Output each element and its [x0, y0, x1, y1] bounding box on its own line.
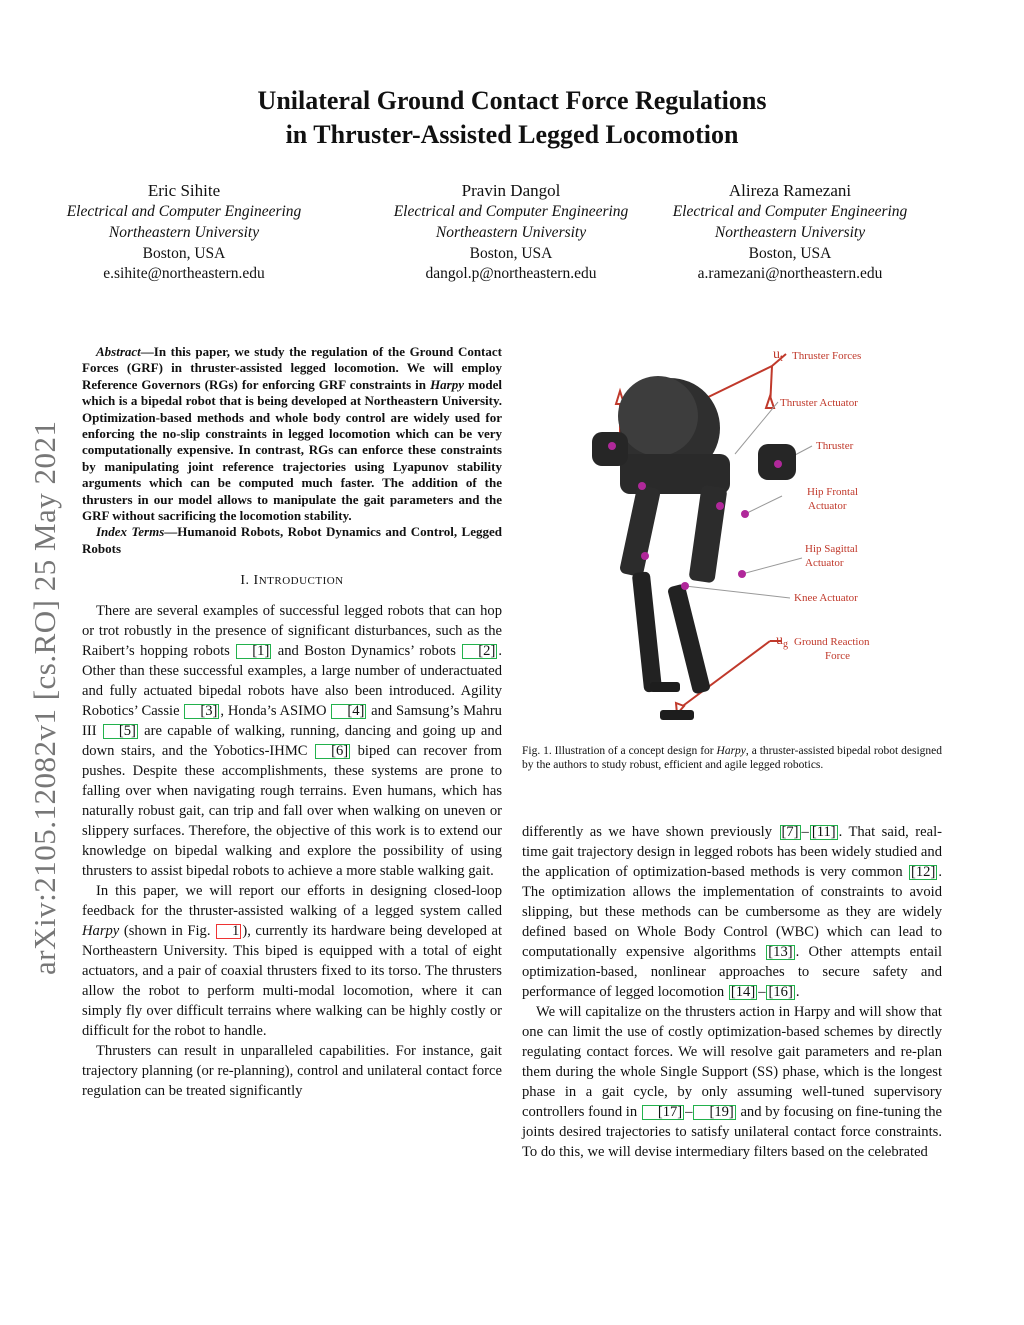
author-name: Eric Sihite: [147, 181, 221, 200]
citation-link[interactable]: [2]: [462, 644, 497, 659]
left-shin: [632, 571, 662, 692]
figure-labels: [773, 347, 870, 662]
citation-link[interactable]: [13]: [768, 944, 793, 960]
citation-link[interactable]: [6]: [315, 744, 350, 759]
citation-link[interactable]: [14]: [730, 984, 756, 1000]
author-affiliation: Electrical and Computer Engineering: [66, 203, 302, 220]
label-ground-reaction: Ground Reaction: [794, 636, 870, 648]
author-university: Northeastern University: [108, 223, 260, 241]
label-thruster-forces: Thruster Forces: [792, 350, 862, 362]
index-terms-text: —Humanoid Robots, Robot Dynamics and Control, Legged Robots: [82, 524, 502, 556]
arxiv-identifier: arXiv:2105.12082v1 [cs.RO] 25 May 2021: [27, 420, 62, 975]
author-block-1: [34, 180, 334, 285]
right-shin: [667, 583, 711, 694]
abstract: [82, 344, 502, 524]
right-column: [522, 822, 942, 1162]
abstract-harpy: Harpy: [430, 376, 465, 392]
citation-link[interactable]: [19]: [693, 1105, 735, 1120]
author-location: Boston, USA: [748, 244, 832, 262]
robot-body: [592, 376, 796, 720]
label-hip-frontal: Hip Frontal: [807, 486, 859, 498]
title-line-2: in Thruster-Assisted Legged Locomotion: [285, 120, 739, 149]
author-affiliation: Electrical and Computer Engineering: [672, 203, 908, 220]
abstract-text: —In this paper, we study the regulation of the Ground Contact Forces (GRF) in thruster-assisted legged locomotion. We will employ Reference Governors (RGs) for enforcing GRF constraints in: [82, 344, 502, 392]
right-paragraph-1: differently as we have shown previously [7] – [11] . That said, real-time gait trajectory design in legged robots has been widely studied and the application of optimization-based methods is very common [12] . The optimization allows the implementation of constraints to avoid slipping, but these methods can be cumbersome as they are widely defined based on Whole Body Control (WBC) which can lead to computationally expensive algorithms [13] . Other attempts entail optimization-based, nonlinear approaches to secure safety and performance of legged locomotion [14] – [16] .: [522, 824, 943, 1000]
author-name: Alireza Ramezani: [728, 181, 852, 200]
ut-symbol: $u_t$: [773, 347, 783, 364]
intro-paragraph-2: In this paper, we will report our efforts in designing closed-loop feedback for the thruster-assisted walking of a legged system called Harpy (shown in Fig. 1 ), currently its hardware being developed at Northeastern University. This biped is equipped with a total of eight actuators, and a pair of coaxial thrusters fixed to its torso. The thrusters allow the robot to perform multi-modal locomotion, where it can simply fly over difficult terrains where walking can be highly costly or difficult for the robot to handle.: [82, 883, 502, 1040]
citation-link[interactable]: [11]: [811, 824, 836, 840]
label-knee-actuator: Knee Actuator: [794, 592, 858, 604]
right-foot: [660, 710, 694, 720]
intro-paragraph-3: Thrusters can result in unparalleled capabilities. For instance, gait trajectory planning (or re-planning), control and unilateral contact force regulation can be treated significantly: [82, 1043, 502, 1100]
label-ground-reaction-2: Force: [825, 650, 851, 662]
citation-link[interactable]: [17]: [642, 1105, 684, 1120]
abstract-text-2: model which is a bipedal robot that is being developed at Northeastern University. Optimization-based methods and whole body control are widely used for enforcing the no-slip constraints in legged locomotion which can be very computationally expensive. In contrast, RGs can enforce these constraints by manipulating joint reference trajectories using Lyapunov stability arguments which can be computed much faster. The addition of the thrusters in our model allows to manipulate the gait parameters and the GRF without sacrificing the locomotion stability.: [82, 376, 502, 524]
section-number: I.: [240, 573, 250, 589]
citation-link[interactable]: [5]: [103, 724, 138, 739]
section-heading-introduction: [82, 571, 502, 591]
author-university: Northeastern University: [435, 223, 587, 241]
author-block-2: [361, 180, 661, 285]
figure-1: [520, 336, 950, 726]
citation-link[interactable]: [3]: [184, 704, 219, 719]
citation-link[interactable]: [7]: [781, 824, 799, 840]
author-location: Boston, USA: [469, 244, 553, 262]
label-thruster-actuator: Thruster Actuator: [780, 397, 858, 409]
author-name: Pravin Dangol: [461, 181, 561, 200]
left-foot: [650, 682, 680, 692]
label-thruster: Thruster: [816, 440, 854, 452]
left-column: [82, 344, 502, 1101]
author-affiliation: Electrical and Computer Engineering: [393, 203, 629, 220]
label-hip-frontal-2: Actuator: [808, 500, 847, 512]
right-arrow-head: [766, 396, 774, 408]
paper-title: [0, 84, 1024, 152]
figure-1-caption: Fig. 1. Illustration of a concept design for Harpy, a thruster-assisted bipedal robot designed by the authors to study robust, efficient and agile legged robotics.: [522, 745, 942, 772]
author-email: dangol.p@northeastern.edu: [425, 265, 597, 283]
right-thigh: [688, 485, 727, 584]
section-title-rest: NTRODUCTION: [258, 575, 344, 588]
right-paragraph-2: We will capitalize on the thrusters action in Harpy and will show that one can limit the use of costly optimization-based schemes by directly regulating contact forces. We will resolve gait parameters and re-plan them during the whole Single Support (SS) phase, which is the longest phase in a gait cycle, by only assuming well-tuned supervisory controllers found in [17] – [19] and by focusing on fine-tuning the joints desired trajectories to satisfy unilateral contact force constraints. To do this, we will devise intermediary filters based on the celebrated: [522, 1004, 942, 1160]
author-block-3: [640, 180, 940, 285]
intro-paragraph-1: There are several examples of successful legged robots that can hop or trot robustly in the presence of significant disturbances, such as the Raibert’s hopping robots [1] and Boston Dynamics’ robots [2] . Other than these successful examples, a large number of underactuated and fully actuated bipedal robots have also been introduced. Agility Robotics’ Cassie [3] , Honda’s ASIMO [4] and Samsung’s Mahru III [5] are capable of walking, running, dancing and going up and down stairs, and the Yobotics-IHMC [6] biped can recover from pushes. Despite these accomplishments, these systems are prone to falling over when navigating rough terrains. Even humans, which has naturally robust gait, can trip and fall over when walking on uneven or slippery surfaces. Therefore, the objective of this work is to extend our knowledge on bipedal walking and explore the possibility of using thrusters to assist bipedal robots to achieve a more stable walking gait.: [82, 603, 502, 880]
citation-link[interactable]: [12]: [911, 864, 936, 880]
ug-symbol: $u_g$: [776, 633, 788, 650]
author-email: e.sihite@northeastern.edu: [103, 265, 265, 283]
citation-link[interactable]: [1]: [236, 644, 271, 659]
label-hip-sagittal: Hip Sagittal: [805, 543, 858, 555]
section-title-initial: I: [253, 573, 259, 589]
figure-reference-link[interactable]: 1: [216, 924, 241, 939]
author-email: a.ramezani@northeastern.edu: [697, 265, 883, 283]
index-terms-label: Index Terms: [96, 524, 165, 540]
title-line-1: Unilateral Ground Contact Force Regulations: [257, 86, 767, 115]
author-location: Boston, USA: [142, 244, 226, 262]
label-hip-sagittal-2: Actuator: [805, 557, 844, 569]
abstract-label: Abstract: [96, 344, 141, 359]
index-terms: [82, 524, 502, 557]
harpy-robot-illustration: [520, 336, 950, 726]
author-university: Northeastern University: [714, 223, 866, 241]
citation-link[interactable]: [4]: [331, 704, 366, 719]
left-thigh: [619, 484, 661, 577]
citation-link[interactable]: [16]: [768, 984, 793, 1000]
